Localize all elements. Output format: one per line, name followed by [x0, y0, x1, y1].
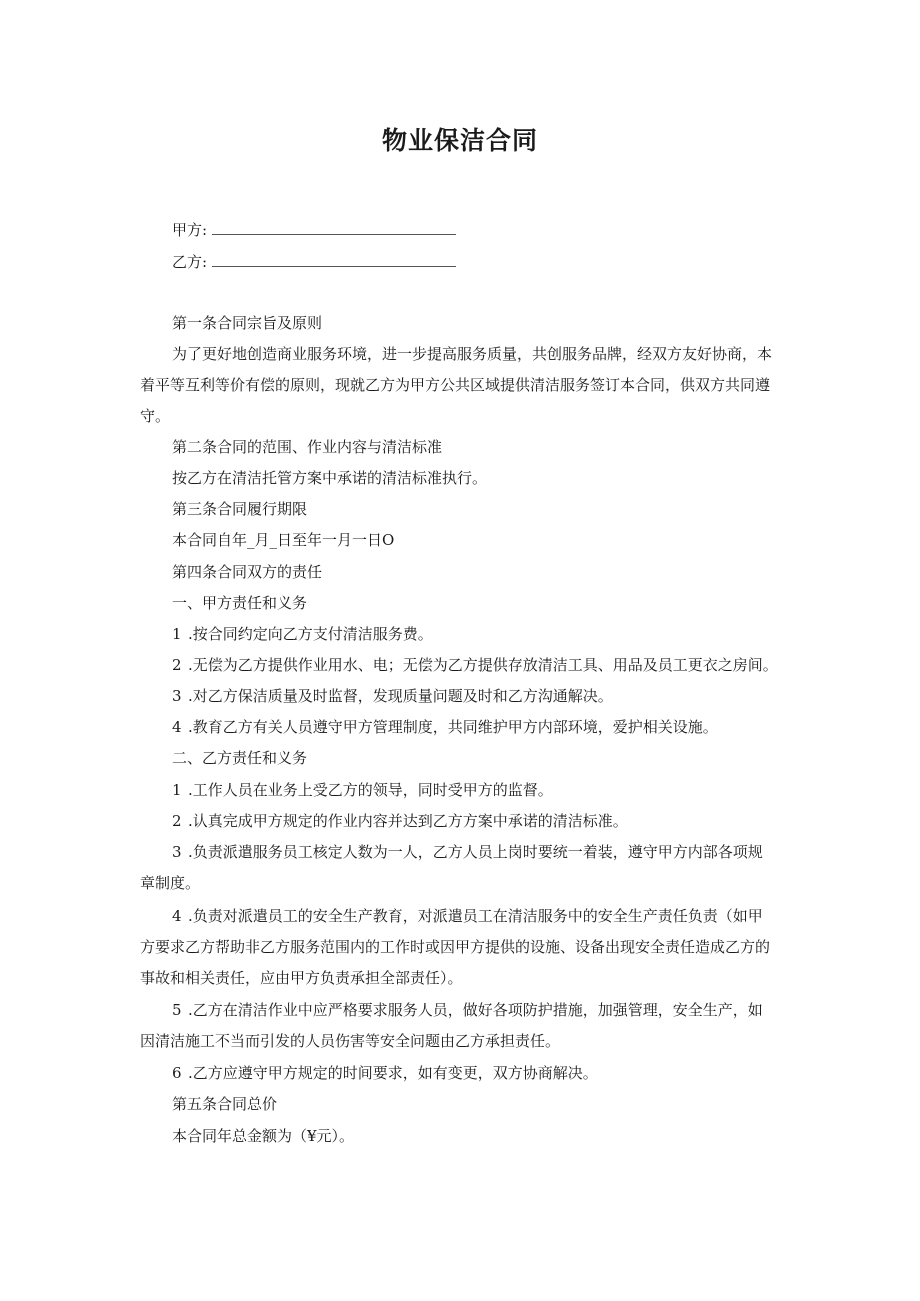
- item-number: 5: [172, 1001, 182, 1019]
- item-text-continued: 章制度。: [140, 874, 201, 892]
- party-b-label: 乙方:: [172, 253, 208, 271]
- article-1-line: 为了更好地创造商业服务环境，进一步提高服务质量，共创服务品牌，经双方友好协商，本: [172, 345, 773, 363]
- item-text: .负责对派遣员工的安全生产教育，对派遣员工在清洁服务中的安全生产责任负责（如甲: [188, 907, 763, 925]
- item-number: 1: [172, 781, 182, 799]
- item-text: .乙方在清洁作业中应严格要求服务人员，做好各项防护措施，加强管理，安全生产，如: [188, 1001, 763, 1019]
- item-text: .按合同约定向乙方支付清洁服务费。: [188, 625, 433, 643]
- party-b-line: [172, 252, 456, 272]
- list-item: [172, 686, 613, 707]
- party-a-blank: [212, 220, 456, 235]
- document-title: 物业保洁合同: [381, 126, 538, 155]
- item-number: 3: [172, 687, 182, 705]
- item-text-continued: 事故和相关责任，应由甲方负责承担全部责任）。: [140, 969, 463, 987]
- item-number: 2: [172, 656, 182, 674]
- party-a-label: 甲方:: [172, 221, 208, 239]
- article-5-heading: 第五条合同总价: [172, 1095, 278, 1113]
- article-2-text: 按乙方在清洁托管方案中承诺的清洁标准执行。: [172, 469, 488, 487]
- party-b-duties-heading: 二、乙方责任和义务: [172, 749, 308, 767]
- list-item: [172, 780, 553, 801]
- item-number: 1: [172, 625, 182, 643]
- article-1-heading: 第一条合同宗旨及原则: [172, 314, 323, 332]
- article-2-heading: 第二条合同的范围、作业内容与清洁标准: [172, 438, 443, 456]
- article-3-text: 本合同自年_月_日至年一月一日O: [172, 531, 395, 549]
- party-a-duties-heading: 一、甲方责任和义务: [172, 594, 308, 612]
- item-text: .工作人员在业务上受乙方的领导，同时受甲方的监督。: [188, 781, 553, 799]
- item-number: 3: [172, 843, 182, 861]
- list-item: [172, 655, 778, 676]
- article-1-line: 守。: [140, 407, 171, 425]
- item-text: .负责派遣服务员工核定人数为一人，乙方人员上岗时要统一着装，遵守甲方内部各项规: [188, 843, 763, 861]
- article-5-text: 本合同年总金额为（¥元）。: [172, 1127, 355, 1145]
- item-text: .对乙方保洁质量及时监督，发现质量问题及时和乙方沟通解决。: [188, 687, 613, 705]
- item-text-continued: 方要求乙方帮助非乙方服务范围内的工作时或因甲方提供的设施、设备出现安全责任造成乙方的: [140, 938, 771, 956]
- list-item: [172, 811, 628, 832]
- item-text: .无偿为乙方提供作业用水、电；无偿为乙方提供存放清洁工具、用品及员工更衣之房间。: [188, 656, 778, 674]
- article-3-heading: 第三条合同履行期限: [172, 500, 308, 518]
- party-a-line: [172, 220, 456, 240]
- list-item: [172, 842, 763, 863]
- item-text: .认真完成甲方规定的作业内容并达到乙方方案中承诺的清洁标准。: [188, 812, 628, 830]
- article-4-heading: 第四条合同双方的责任: [172, 563, 323, 581]
- item-number: 6: [172, 1064, 182, 1082]
- item-number: 2: [172, 812, 182, 830]
- article-1-line: 着平等互利等价有偿的原则，现就乙方为甲方公共区域提供清洁服务签订本合同，供双方共同遵: [140, 376, 771, 394]
- list-item: [172, 1063, 598, 1084]
- list-item: [172, 717, 718, 738]
- list-item: [172, 1000, 763, 1021]
- list-item: [172, 624, 433, 645]
- item-text: .教育乙方有关人员遵守甲方管理制度，共同维护甲方内部环境，爱护相关设施。: [188, 718, 718, 736]
- item-text: .乙方应遵守甲方规定的时间要求，如有变更，双方协商解决。: [188, 1064, 598, 1082]
- party-b-blank: [212, 252, 456, 267]
- item-number: 4: [172, 718, 182, 736]
- list-item: [172, 906, 763, 927]
- item-text-continued: 因清洁施工不当而引发的人员伤害等安全问题由乙方承担责任。: [140, 1032, 561, 1050]
- item-number: 4: [172, 907, 182, 925]
